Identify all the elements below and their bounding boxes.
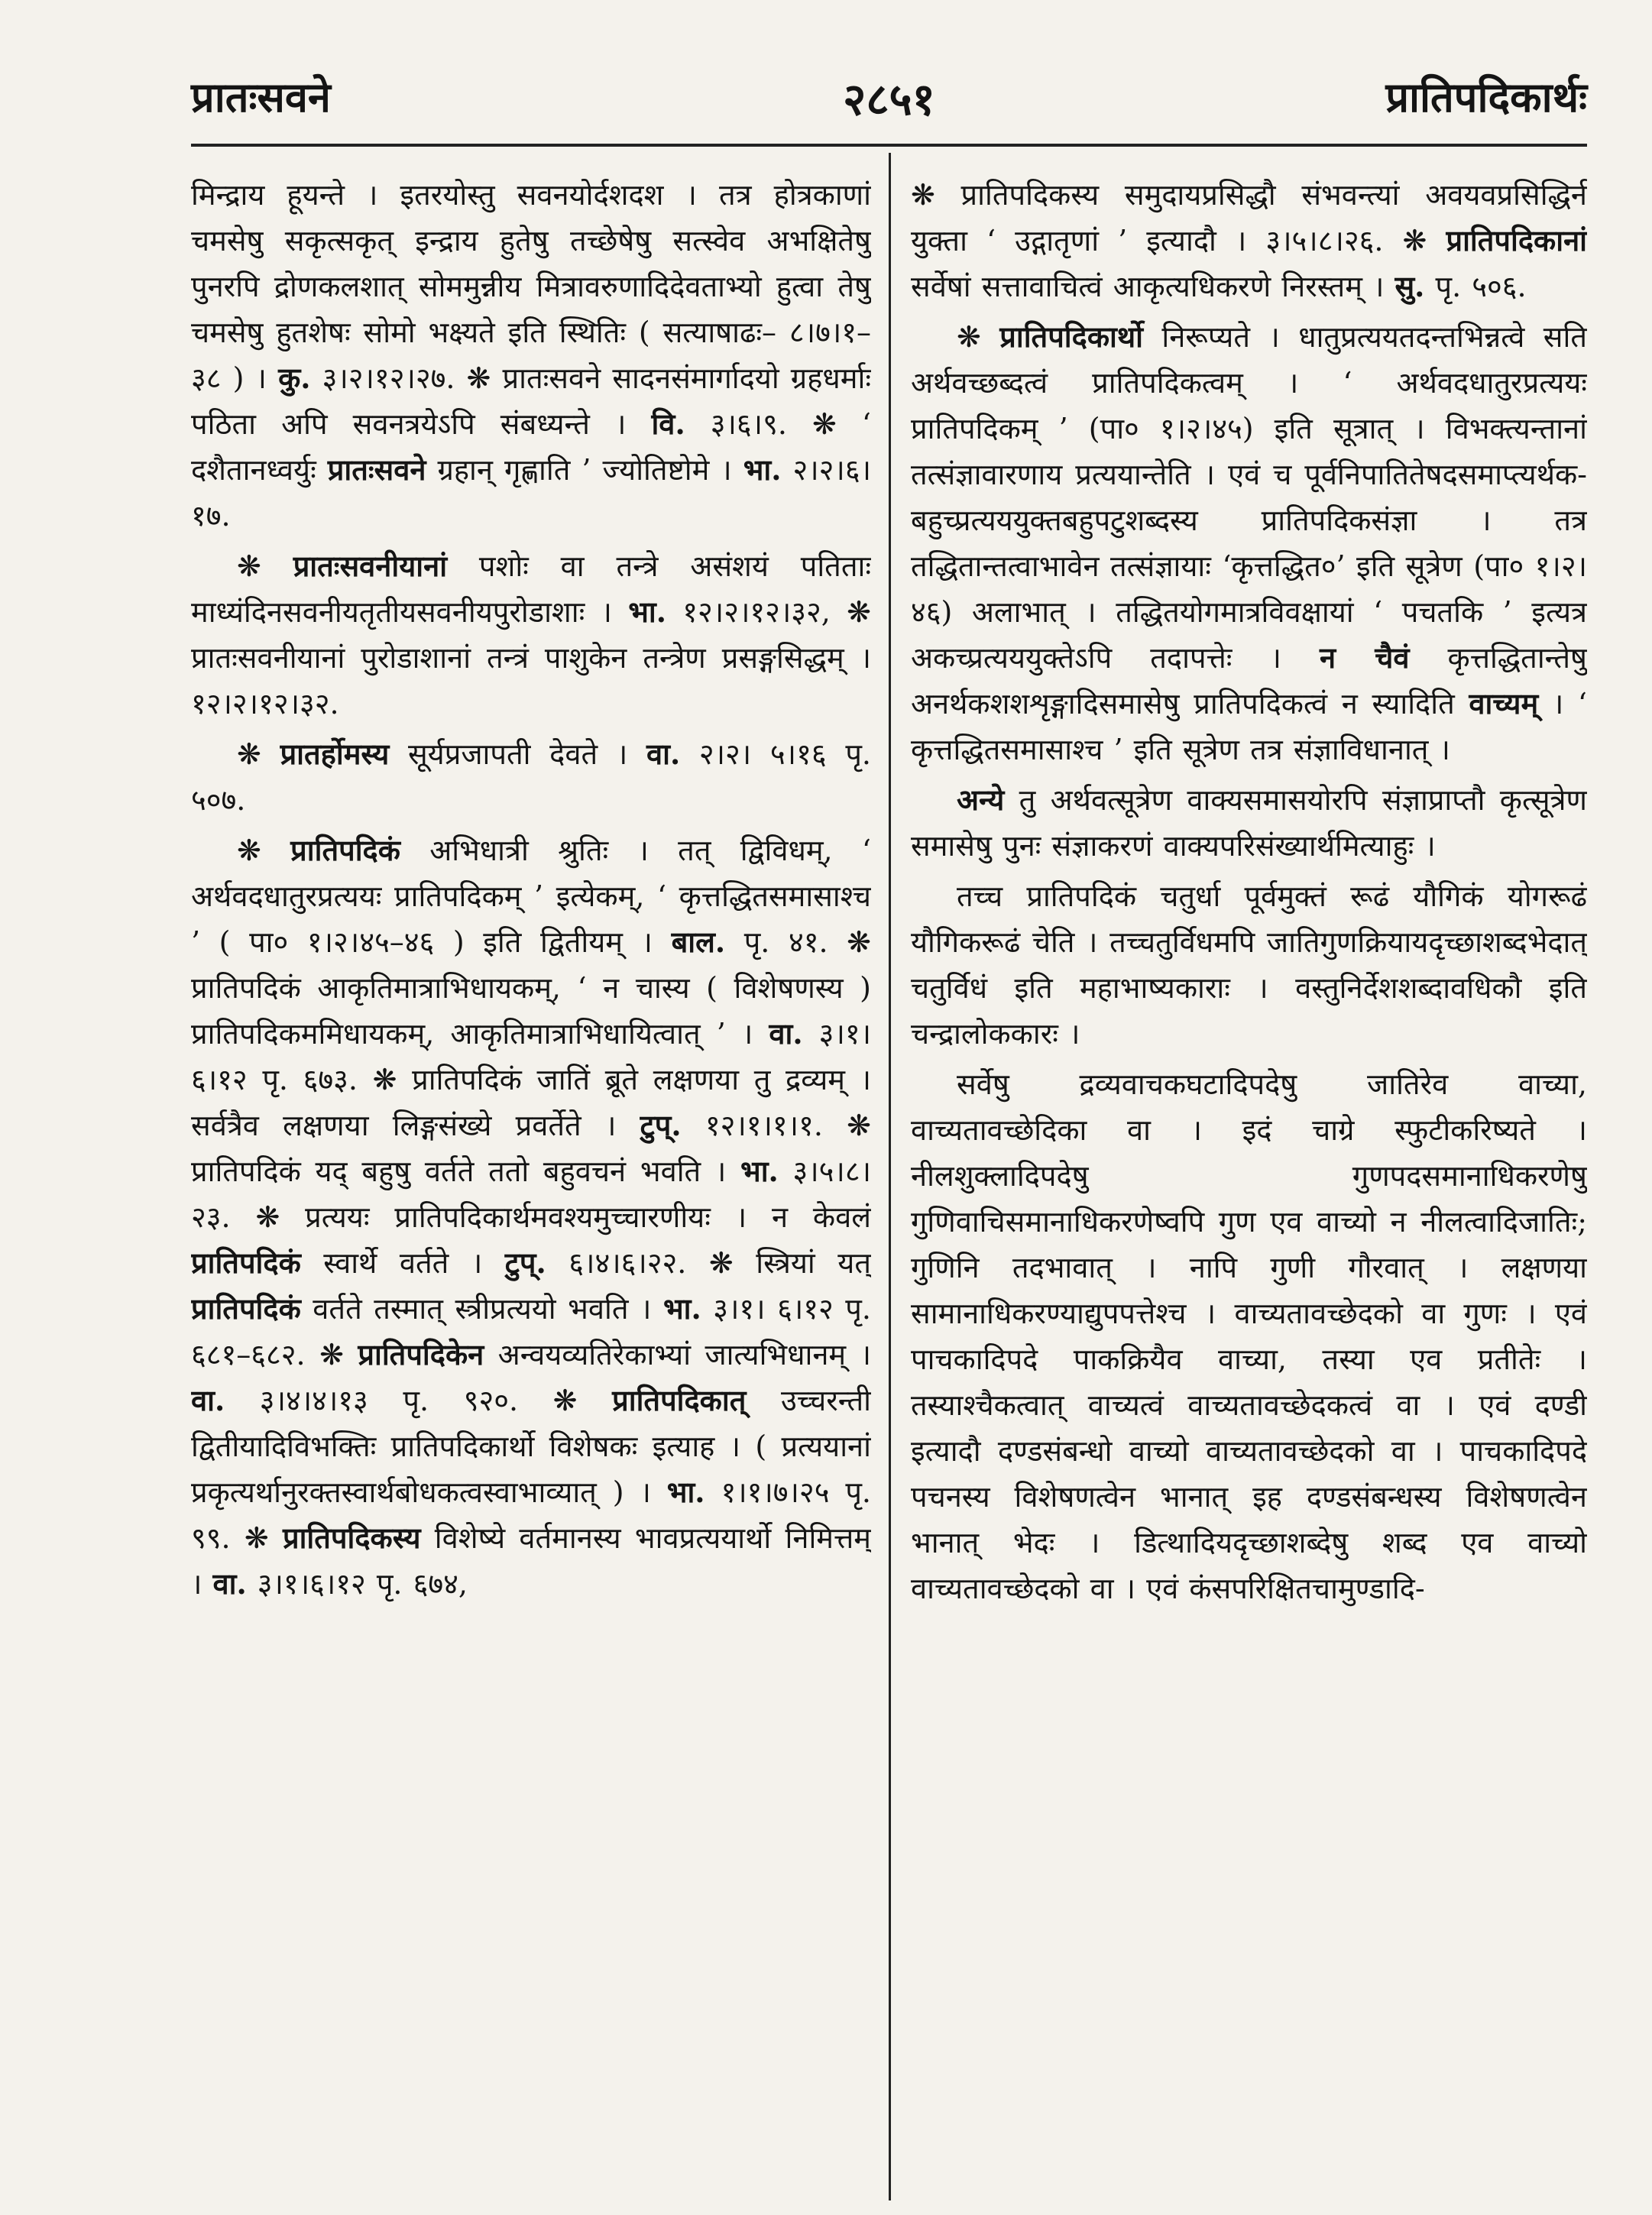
bold-term: प्रातःसवने bbox=[327, 452, 426, 487]
text-run: तु अर्थवत्सूत्रेण वाक्यसमासयोरपि संज्ञाप्राप्तौ कृत्सूत्रेण समासेषु पुनः संज्ञाकरणं वाक्यपरिसंख्यार्थमित्याहुः । bbox=[911, 783, 1587, 863]
bold-term: भा. bbox=[666, 1475, 705, 1509]
text-run: उच्चरन्ती द्वितीयादिविभक्तिः प्रातिपदिकार्थो विशेषकः इत्याह । ( प्रत्ययानां प्रकृत्यर्थानुरक्तस्वार्थबोधकत्वस्वाभाव्यात् ) । bbox=[191, 1384, 871, 1509]
bold-term: प्रातिपदिकेन bbox=[358, 1337, 484, 1371]
text-run: २।२।६।१७. bbox=[191, 453, 871, 533]
text-run: ३।६।९. ❋ ‘ दशैतानध्वर्युः bbox=[191, 407, 871, 487]
bold-term: प्रातिपदिकस्य bbox=[282, 1520, 421, 1555]
text-run: १२।१।१।१. ❋ प्रातिपदिकं यद् बहुषु वर्तते ततो बहुवचनं भवति । bbox=[191, 1109, 871, 1188]
text-run: तच्च प्रातिपदिकं चतुर्धा पूर्वमुक्तं रूढं यौगिकं योगरूढं यौगिकरूढं चेति । तच्चतुर्विधमपि जातिगुणक्रियायदृच्छाशब्दभेदात् चतुर्विधं इति महाभाष्यकाराः । वस्तुनिर्देशशब्दावधिकौ इति चन्द्रालोककारः । bbox=[911, 879, 1587, 1051]
text-run: विशेष्ये वर्तमानस्य भावप्रत्ययार्थो निमित्तम् । bbox=[191, 1521, 871, 1601]
text-run: ३।५।८।२३. ❋ प्रत्ययः प्रातिपदिकार्थमवश्यमुच्चारणीयः । न केवलं bbox=[191, 1154, 871, 1234]
text-run: अभिधात्री श्रुतिः । तत् द्विविधम्, ‘ अर्थवदधातुरप्रत्ययः प्रातिपदिकम् ’ इत्येकम्, ‘ कृत्तद्धितसमासाश्च ’ ( पा० १।२।४५–४६ ) इति द्वितीयम् । bbox=[191, 834, 871, 959]
page-number: २८५१ bbox=[843, 73, 935, 125]
left-paragraph bbox=[191, 543, 871, 727]
bold-term: प्रातिपदिकार्थो bbox=[999, 319, 1143, 354]
right-paragraph bbox=[911, 1061, 1587, 1611]
text-run: १।१।७।२५ पृ. ९९. ❋ bbox=[191, 1475, 871, 1555]
text-run: पृ. ४१. ❋ प्रातिपदिकं आकृतिमात्राभिधायकम्, ‘ न चास्य ( विशेषणस्य ) प्रातिपदिकममिधायकम्, आकृतिमात्राभिधायित्वात् ’ । bbox=[191, 925, 871, 1051]
bold-term: वा. bbox=[769, 1016, 803, 1051]
text-run: निरूप्यते । धातुप्रत्ययतदन्तभिन्नत्वे सति अर्थवच्छब्दत्वं प्रातिपदिकत्वम् । ‘ अर्थवदधातुरप्रत्ययः प्रातिपदिकम् ’ (पा० १।२।४५) इति सूत्रात् । विभक्त्यन्तानां तत्संज्ञावारणाय प्रत्ययान्तेति । एवं च पूर्वनिपातितेषदसमाप्त्यर्थक-बहुच्प्रत्यययुक्तबहुपटुशब्दस्य प्रातिपदिकसंज्ञा । तत्र तद्धितान्तत्वाभावेन तत्संज्ञायाः ‘कृत्तद्धित०’ इति सूत्रेण (पा० १।२।४६) अलाभात् । तद्धितयोगमात्रविवक्षायां ‘ पचतकि ’ इत्यत्र अकच्प्रत्यययुक्तेऽपि तदापत्तेः । bbox=[911, 320, 1587, 675]
bold-term: भा. bbox=[662, 1291, 701, 1326]
bold-term: प्रातर्होमस्य bbox=[280, 737, 390, 771]
text-run: मिन्द्राय हूयन्ते । इतरयोस्तु सवनयोर्दशदश । तत्र होत्रकाणां चमसेषु सकृत्सकृत् इन्द्राय हुतेषु तच्छेषेषु सत्स्वेव अभक्षितेषु पुनरपि द्रोणकलशात् सोममुन्नीय मित्रावरुणादिदेवताभ्यो हुत्वा तेषु चमसेषु हुतशेषः सोमो भक्ष्यते इति स्थितिः ( सत्याषाढः– ८।७।१–३८ ) । bbox=[191, 178, 871, 395]
left-column bbox=[191, 172, 871, 2189]
bold-term: प्रातिपदिकं bbox=[191, 1291, 301, 1326]
text-run: अन्वयव्यतिरेकाभ्यां जात्यभिधानम् । bbox=[484, 1338, 871, 1371]
bold-term: अन्ये bbox=[957, 782, 1005, 817]
text-run: ❋ bbox=[237, 834, 291, 867]
bold-term: सु. bbox=[1394, 269, 1425, 303]
text-run: सर्वेषु द्रव्यवाचकघटादिपदेषु जातिरेव वाच्या, वाच्यतावच्छेदिका वा । इदं चाग्रे स्फुटीकरिष्यते । नीलशुक्लादिपदेषु गुणपदसमानाधिकरणेषु गुणिवाचिसमानाधिकरणेष्वपि गुण एव वाच्यो न नीलत्वादिजातिः; गुणिनि तदभावात् । नापि गुणी गौरवात् । लक्षणया सामानाधिकरण्याद्युपपत्तेश्च । वाच्यतावच्छेदको वा गुणः । एवं पाचकादिपदे पाकक्रियैव वाच्या, तस्या एव प्रतीतेः । तस्याश्चैकत्वात् वाच्यत्वं वाच्यतावच्छेदकत्वं वा । एवं दण्डी इत्यादौ दण्डसंबन्धो वाच्यो वाच्यतावच्छेदको वा । पाचकादिपदे पचनस्य विशेषणत्वेन भानात् इह दण्डसंबन्धस्य विशेषणत्वेन भानात् भेदः । डित्थादियदृच्छाशब्देषु शब्द एव वाच्यो वाच्यतावच्छेदको वा । एवं कंसपरिक्षितचामुण्डादि- bbox=[911, 1067, 1587, 1605]
text-run: सर्वेषां सत्तावाचित्वं आकृत्यधिकरणे निरस्तम् । bbox=[911, 270, 1395, 303]
bold-term: वा. bbox=[212, 1566, 247, 1601]
bold-term: वा. bbox=[646, 737, 681, 771]
text-run: ३।१। ६।१२ पृ. ६७३. ❋ प्रातिपदिकं जातिं ब्रूते लक्षणया तु द्रव्यम् । सर्वत्रैव लक्षणया लिङ्गसंख्ये प्रवर्तेते । bbox=[191, 1017, 871, 1142]
left-paragraph bbox=[191, 827, 871, 1607]
right-paragraph bbox=[911, 314, 1587, 772]
text-run: २।२। ५।१६ पृ. ५०७. bbox=[191, 737, 871, 817]
bold-term: प्रातिपदिकानां bbox=[1446, 223, 1587, 257]
text-run: । ‘ कृत्तद्धितसमासाश्च ’ इति सूत्रेण तत्र संज्ञाविधानात् । bbox=[911, 687, 1587, 766]
text-run: ३।४।४।१३ पृ. ९२०. ❋ bbox=[225, 1384, 613, 1417]
text-run: ग्रहान् गृह्णाति ’ ज्योतिष्टोमे । bbox=[426, 453, 743, 487]
bold-term: भा. bbox=[743, 452, 782, 487]
bold-term: वाच्यम् bbox=[1469, 686, 1539, 721]
bold-term: भा. bbox=[740, 1154, 779, 1188]
column-divider bbox=[889, 153, 891, 2200]
text-run: कृत्तद्धितान्तेषु अनर्थकशशशृङ्गादिसमासेषु प्रातिपदिकत्वं न स्यादिति bbox=[911, 641, 1587, 721]
text-run: ६।४।६।२२. ❋ स्त्रियां यत् bbox=[546, 1246, 871, 1280]
bold-term: वि. bbox=[651, 406, 685, 441]
page-header bbox=[191, 60, 1587, 128]
text-run: ❋ bbox=[237, 737, 280, 771]
text-run: ३।१। ६।१२ पृ. ६८१–६८२. ❋ bbox=[191, 1292, 871, 1371]
text-run: ❋ bbox=[237, 549, 293, 583]
bold-term: प्रातिपदिकं bbox=[290, 833, 400, 867]
right-column bbox=[911, 172, 1587, 2189]
bold-term: टुप्. bbox=[504, 1245, 546, 1280]
bold-term: प्रातिपदिकं bbox=[191, 1245, 301, 1280]
right-paragraph bbox=[911, 172, 1587, 309]
text-run: १२।२।१२।३२, ❋ प्रातःसवनीयानां पुरोडाशानां तन्त्रं पाशुकेन तन्त्रेण प्रसङ्गसिद्धम् । १२।२।१२।३२. bbox=[191, 595, 871, 721]
text-run: पशोः वा तन्त्रे असंशयं पतिताः माध्यंदिनसवनीयतृतीयसवनीयपुरोडाशाः । bbox=[191, 549, 871, 629]
bold-term: प्रातःसवनीयानां bbox=[293, 549, 448, 583]
right-paragraph bbox=[911, 873, 1587, 1057]
running-head-right: प्रातिपदिकार्थः bbox=[1385, 73, 1587, 121]
bold-term: न चैवं bbox=[1319, 640, 1410, 675]
text-run: सूर्यप्रजापती देवते । bbox=[389, 737, 646, 771]
text-run: ❋ bbox=[957, 320, 1000, 354]
text-run: ३।१।६।१२ पृ. ६७४, bbox=[246, 1567, 468, 1601]
text-run: पृ. ५०६. bbox=[1424, 270, 1527, 303]
text-run: ३।२।१२।२७. ❋ प्रातःसवने सादनसंमार्गादयो ग्रहधर्माः पठिता अपि सवनत्रयेऽपि संबध्यन्ते । bbox=[191, 361, 871, 441]
bold-term: भा. bbox=[628, 594, 667, 629]
text-run: ❋ प्रातिपदिकस्य समुदायप्रसिद्धौ संभवन्त्यां अवयवप्रसिद्धिर्न युक्ता ‘ उद्गातृणां ’ इत्यादौ । ३।५।८।२६. ❋ bbox=[911, 178, 1587, 257]
running-head-left: प्रातःसवने bbox=[191, 73, 331, 121]
left-paragraph bbox=[191, 172, 871, 539]
bold-term: वा. bbox=[191, 1383, 225, 1417]
header-rule bbox=[191, 144, 1587, 147]
bold-term: कु. bbox=[278, 361, 311, 395]
text-run: स्वार्थे वर्तते । bbox=[300, 1246, 505, 1280]
left-paragraph bbox=[191, 731, 871, 823]
bold-term: टुप्. bbox=[640, 1108, 682, 1142]
text-run: वर्तते तस्मात् स्त्रीप्रत्ययो भवति । bbox=[300, 1292, 663, 1326]
bold-term: बाल. bbox=[671, 925, 726, 959]
right-paragraph bbox=[911, 777, 1587, 869]
bold-term: प्रातिपदिकात् bbox=[612, 1383, 747, 1417]
